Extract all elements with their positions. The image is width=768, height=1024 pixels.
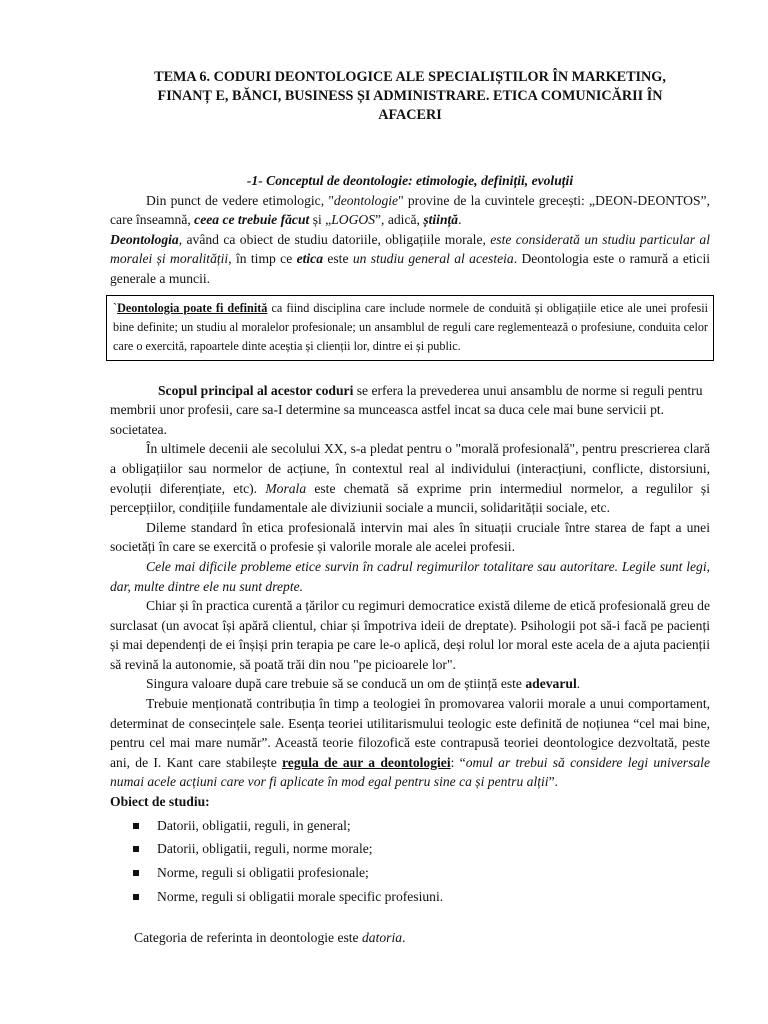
- text: , în timp ce: [228, 251, 297, 267]
- text: Singura valoare după care trebuie să se conducă un om de știință este: [146, 676, 526, 692]
- paragraph-practica: Chiar și în practica curentă a țărilor cu regimuri democratice există dileme de etică profesională greu de surclasat (un avocat își apără clientul, chiar și împotriva ideii de dreptate). Psihologii pot să-i facă pe pacienți și mai dependenți de ei înșiși prin terapia pe care le-o aplică, deși rolul lor moral este acela de a ajuta pacienții să revină la autonomie, să poată trăi din nou "pe picioarele lor".: [110, 598, 710, 672]
- paragraph-etymology: [110, 191, 710, 230]
- paragraph-morala: [110, 439, 710, 517]
- text: un studiu general al acesteia: [352, 251, 514, 267]
- text: regula de aur a deontologiei: [282, 754, 451, 770]
- text: Deontologia: [110, 231, 179, 247]
- list-item: Datorii, obligatii, reguli, in general;: [110, 814, 710, 838]
- text: omul ar trebui să considere legi universale numai acele acțiuni care vor fi aplicate în mod egal pentru sine ca și pentru alții: [110, 754, 710, 790]
- text: .: [402, 929, 406, 945]
- text: Trebuie menționată contribuția în timp a teologiei în promovarea valorii morale a unui comportament, determinat de consecințele sale. Esența teoriei utilitarismului teologic este definită de noțiunea “cel mai bine, pentru cel mai mare număr”. Această teorie filozofică este contrapusă teoriei deontologice dezvoltată, peste ani, de I. Kant care stabilește: [110, 696, 710, 770]
- text: .: [458, 212, 462, 228]
- text: Din punct de vedere etimologic, ": [146, 192, 334, 208]
- document-page: [110, 68, 710, 947]
- text: `: [113, 300, 118, 315]
- text: știință: [423, 212, 459, 228]
- text: Categoria de referinta in deontologie este: [134, 929, 362, 945]
- definition-box: [106, 295, 714, 361]
- text: " provine de la cuvintele grecești: „DEON-DEONTOS”, care înseamnă,: [110, 192, 710, 228]
- paragraph-teologie: [110, 694, 710, 792]
- text: În ultimele decenii ale secolului XX, s-a pledat pentru o "morală profesională", pentru prescrierea clară a obligațiilor sau normelor de acțiune, în contextul real al individului (interacțiuni, conflicte, distorsiuni, evoluții diferențiate, etc).: [110, 441, 710, 496]
- paragraph-categoria: [110, 928, 710, 948]
- list-item: Datorii, obligatii, reguli, norme morale;: [110, 837, 710, 861]
- paragraph-adevarul: [110, 674, 710, 694]
- text: ceea ce trebuie făcut: [194, 212, 310, 228]
- text: ”.: [548, 774, 559, 790]
- spacer: [110, 369, 710, 381]
- text: este considerată un studiu particular al moralei și moralității: [110, 231, 710, 267]
- text: este chemată să exprime prin intermediul normelor, a regulilor și percepțiilor, condițiile fundamentale ale diviziunii sociale a muncii, solidarității sociale, etc.: [110, 480, 710, 516]
- text: LOGOS: [331, 212, 376, 228]
- section-heading: -1- Conceptul de deontologie: etimologie, definiții, evoluții: [246, 173, 574, 188]
- text: este: [323, 251, 353, 267]
- paragraph-regimuri: Cele mai dificile probleme etice survin în cadrul regimurilor totalitare sau autoritare. Legile sunt legi, dar, multe dintre ele nu sunt drepte.: [110, 558, 710, 594]
- text: .: [576, 676, 581, 692]
- text: se erfera la prevederea unui ansamblu de norme si reguli pentru membrii unor profesii, care sa-I determine sa munceasca astfel incat sa duca cele mai bune servicii pt. societatea.: [110, 382, 703, 437]
- paragraph-purpose: [110, 381, 710, 440]
- paragraph-deontology-definition: [110, 230, 710, 289]
- text: , având ca obiect de studiu datoriile, obligațiile morale,: [178, 231, 491, 247]
- text: ”, adică,: [375, 212, 424, 228]
- list-item: Norme, reguli si obligatii profesionale;: [110, 861, 710, 885]
- list-item: Norme, reguli si obligatii morale specific profesiuni.: [110, 885, 710, 909]
- text: Deontologia poate fi definită: [117, 300, 268, 315]
- paragraph-dileme: Dileme standard în etica profesională intervin mai ales în situații cruciale între starea de fapt a unei societăți în care se exercită o profesie și valorile morale ale acelei profesii.: [110, 519, 710, 555]
- text: Scopul principal al acestor coduri: [158, 382, 354, 398]
- text: datoria: [361, 929, 403, 945]
- text: ca fiind disciplina care include normele de conduită și obligațiile etice ale unei profesii bine definite; un studiu al moralelor profesionale; un ansamblul de reguli care reglementează o profesiune, conduita celor care o exercită, rapoartele dinte aceștia și clienții lor, dintre ei și public.: [113, 300, 708, 353]
- document-title: TEMA 6. CODURI DEONTOLOGICE ALE SPECIALIȘTILOR ÎN MARKETING, FINANȚ E, BĂNCI, BUSINESS ȘI ADMINISTRARE. ETICA COMUNICĂRII ÎN AFACERI: [154, 69, 666, 123]
- text: : “: [450, 754, 466, 770]
- text: adevarul: [525, 676, 577, 692]
- obiect-de-studiu-heading: Obiect de studiu:: [110, 794, 210, 810]
- text: Morala: [265, 480, 307, 496]
- text: deontologie: [333, 192, 399, 208]
- text: . Deontologia este o ramură a eticii generale a muncii.: [110, 251, 711, 286]
- bullet-list: [110, 814, 710, 909]
- text: etica: [296, 251, 323, 267]
- text: și „: [309, 212, 332, 228]
